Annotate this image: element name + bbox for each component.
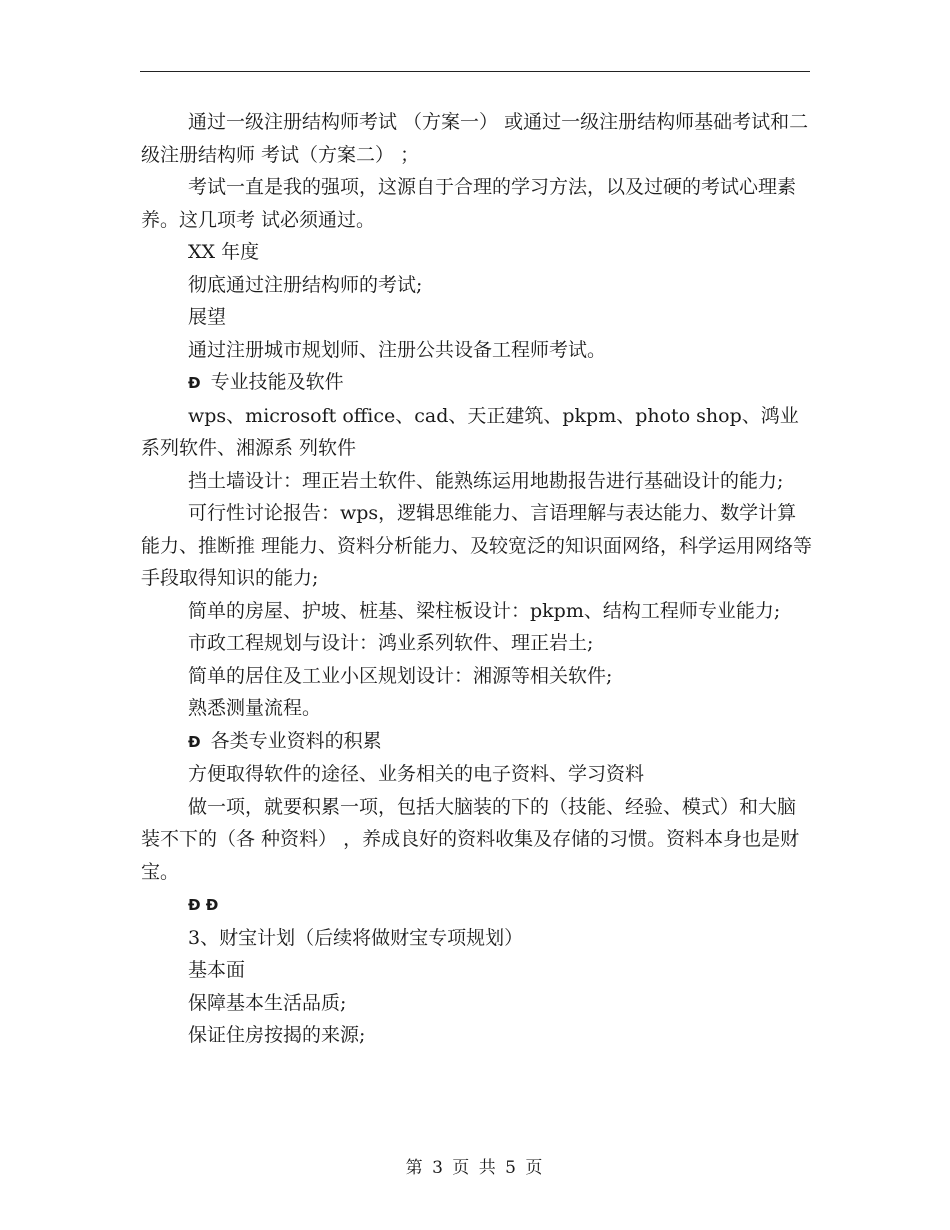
materials-source: 方便取得软件的途径、业务相关的电子资料、学习资料 [188,763,645,785]
retaining-wall-skill: 挡土墙设计：理正岩土软件、能熟练运用地勘报告进行基础设计的能力; [188,469,784,492]
software-list: wps、microsoft office、cad、天正建筑、pkpm、photo shop、鸿业系列软件、湘源系 列软件 [141,404,799,459]
residential-skill: 简单的居住及工业小区规划设计：湘源等相关软件; [188,664,613,687]
basics-housing: 保证住房按揭的来源; [188,1024,366,1046]
basics-life: 保障基本生活品质; [188,991,347,1014]
feasibility-skill: 可行性讨论报告：wps，逻辑思维能力、言语理解与表达能力、数学计算能力、推断推 理能力、资料分析能力、及较宽泛的知识面网络，科学运用网络等手段取得知识的能力; [141,502,813,589]
year-goal: 彻底通过注册结构师的考试; [188,273,423,296]
document-body [141,106,813,1052]
skills-heading-text: 专业技能及软件 [210,371,344,393]
wealth-plan-heading: 3、财宝计划（后续将做财宝专项规划） [188,926,524,949]
materials-habit: 做一项，就要积累一项，包括大脑装的下的（技能、经验、模式）和大脑装不下的（各 种资料） ，养成良好的资料收集及存储的习惯。资料本身也是财宝。 [141,795,800,883]
basics-label: 基本面 [188,959,246,981]
outlook-label: 展望 [188,306,227,328]
page-footer: 第 3 页 共 5 页 [405,1158,545,1178]
survey-skill: 熟悉测量流程。 [188,697,322,719]
bullet-icon: Ð Ð [188,896,219,914]
paragraph-exam-plan: 通过一级注册结构师考试 （方案一） 或通过一级注册结构师基础考试和二级注册结构师 考试（方案二） ； [141,111,809,166]
materials-heading [141,725,813,759]
outlook-goal: 通过注册城市规划师、注册公共设备工程师考试。 [188,338,607,361]
materials-heading-text: 各类专业资料的积累 [210,729,382,752]
bullet-icon: Ð [188,732,201,751]
double-bullet [141,888,813,922]
year-label: XX 年度 [188,241,260,263]
paragraph-exam-strength: 考试一直是我的强项，这源自于合理的学习方法，以及过硬的考试心理素养。这几项考 试必须通过。 [141,176,797,231]
bullet-icon: Ð [188,374,201,392]
header-rule [140,71,810,72]
municipal-skill: 市政工程规划与设计：鸿业系列软件、理正岩土; [188,632,594,654]
skills-heading [141,366,813,400]
structure-design-skill: 简单的房屋、护坡、桩基、梁柱板设计：pkpm、结构工程师专业能力; [188,599,781,622]
